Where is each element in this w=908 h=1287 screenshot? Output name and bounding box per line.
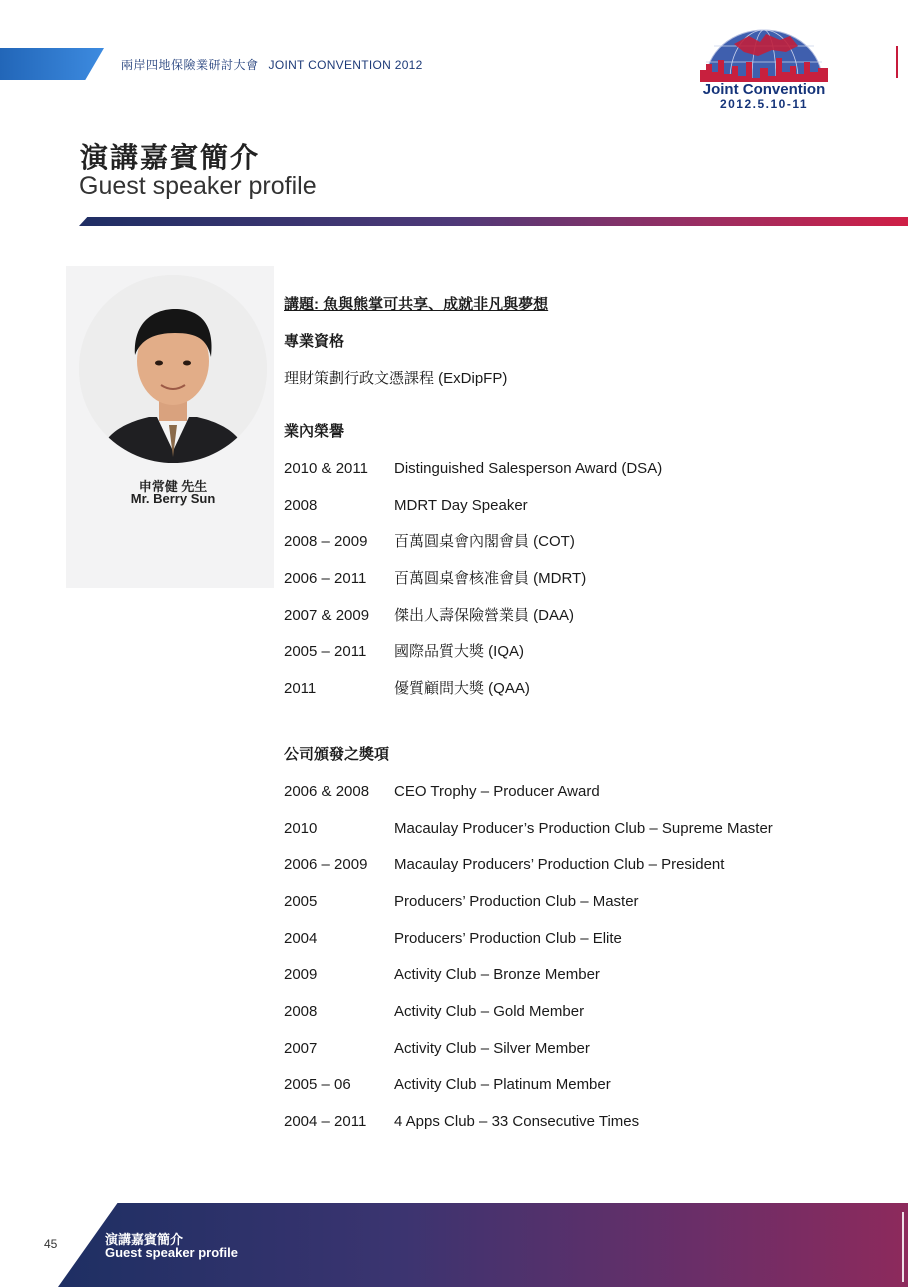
honor-year: 2010 & 2011 (284, 460, 368, 477)
footer-edge-mark (902, 1212, 904, 1282)
award-desc: Producers’ Production Club – Master (394, 892, 639, 910)
header-edge-mark (896, 46, 898, 78)
header-title-zh: 兩岸四地保險業研討大會 (121, 58, 259, 72)
speaker-name-zh: 申常健 先生 (138, 479, 208, 494)
honor-desc: Distinguished Salesperson Award (DSA) (394, 460, 663, 477)
award-year: 2009 (284, 966, 318, 984)
honor-desc: 百萬圓桌會核准會員 (MDRT) (394, 570, 587, 588)
page-title-zh: 演講嘉賓簡介 (80, 142, 261, 173)
honor-row (284, 679, 884, 716)
honor-desc: 國際品質大獎 (IQA) (394, 643, 524, 661)
award-year: 2004 (284, 929, 318, 947)
award-row (284, 965, 884, 1002)
page-number: 45 (44, 1237, 58, 1251)
award-desc: Producers’ Production Club – Elite (394, 929, 622, 947)
award-row (284, 1039, 884, 1076)
honor-year: 2008 – 2009 (284, 533, 368, 551)
profile-content (284, 295, 884, 1149)
award-row (284, 819, 884, 856)
honor-desc: MDRT Day Speaker (394, 496, 528, 514)
award-row (284, 1112, 884, 1149)
honor-year: 2005 – 2011 (284, 643, 367, 661)
award-year: 2005 – 06 (284, 1076, 351, 1094)
company-awards-list (284, 782, 884, 1149)
honor-row (284, 642, 884, 679)
award-desc: Macaulay Producer’s Production Club – Supreme Master (394, 819, 773, 837)
award-row (284, 929, 884, 966)
speech-topic: 講題: 魚與熊掌可共享、成就非凡與夢想 (284, 296, 549, 313)
industry-honors-list (284, 459, 884, 716)
award-year: 2007 (284, 1039, 318, 1057)
honor-desc: 百萬圓桌會內閣會員 (COT) (394, 533, 575, 551)
honor-row (284, 569, 884, 606)
company-awards-heading: 公司頒發之獎項 (284, 745, 390, 763)
award-row (284, 782, 884, 819)
logo-date: 2012.5.10-11 (719, 97, 809, 111)
speaker-name-en: Mr. Berry Sun (130, 491, 216, 506)
honor-desc: 傑出人壽保險營業員 (DAA) (394, 606, 575, 624)
award-desc: Activity Club – Platinum Member (394, 1076, 611, 1094)
award-row (284, 1075, 884, 1112)
footer-title-zh: 演講嘉賓簡介 (105, 1232, 184, 1247)
honor-row (284, 532, 884, 569)
honor-year: 2007 & 2009 (284, 606, 370, 624)
award-desc: Macaulay Producers’ Production Club – President (394, 856, 725, 874)
honor-year: 2006 – 2011 (284, 570, 367, 588)
honor-year: 2011 (284, 680, 317, 698)
award-desc: Activity Club – Bronze Member (394, 966, 600, 984)
award-row (284, 892, 884, 929)
award-year: 2010 (284, 819, 318, 837)
award-year: 2004 – 2011 (284, 1113, 367, 1130)
award-row (284, 855, 884, 892)
page-title-en: Guest speaker profile (79, 172, 317, 200)
title-divider (79, 217, 908, 226)
header-title-en: JOINT CONVENTION 2012 (268, 58, 423, 72)
logo-title: Joint Convention (702, 81, 826, 98)
award-desc: CEO Trophy – Producer Award (394, 782, 600, 800)
award-year: 2006 & 2008 (284, 782, 370, 800)
award-desc: 4 Apps Club – 33 Consecutive Times (394, 1113, 640, 1130)
award-desc: Activity Club – Silver Member (394, 1039, 590, 1057)
qualifications-heading: 專業資格 (284, 333, 345, 350)
header-accent-bar (0, 48, 104, 80)
honor-row (284, 459, 884, 496)
award-desc: Activity Club – Gold Member (394, 1002, 585, 1020)
header-title (121, 56, 423, 73)
qualifications-text: 理財策劃行政文憑課程 (ExDipFP) (284, 370, 508, 387)
industry-honors-heading: 業內榮譽 (284, 423, 345, 440)
award-year: 2008 (284, 1002, 318, 1020)
honor-row (284, 606, 884, 643)
footer-title-en: Guest speaker profile (105, 1245, 238, 1260)
award-year: 2006 – 2009 (284, 856, 368, 874)
honor-row (284, 496, 884, 533)
speaker-portrait (79, 275, 267, 463)
portrait-illustration (79, 275, 267, 463)
award-row (284, 1002, 884, 1039)
honor-desc: 優質顧問大獎 (QAA) (394, 680, 530, 698)
honor-year: 2008 (284, 496, 318, 514)
award-year: 2005 (284, 892, 318, 910)
